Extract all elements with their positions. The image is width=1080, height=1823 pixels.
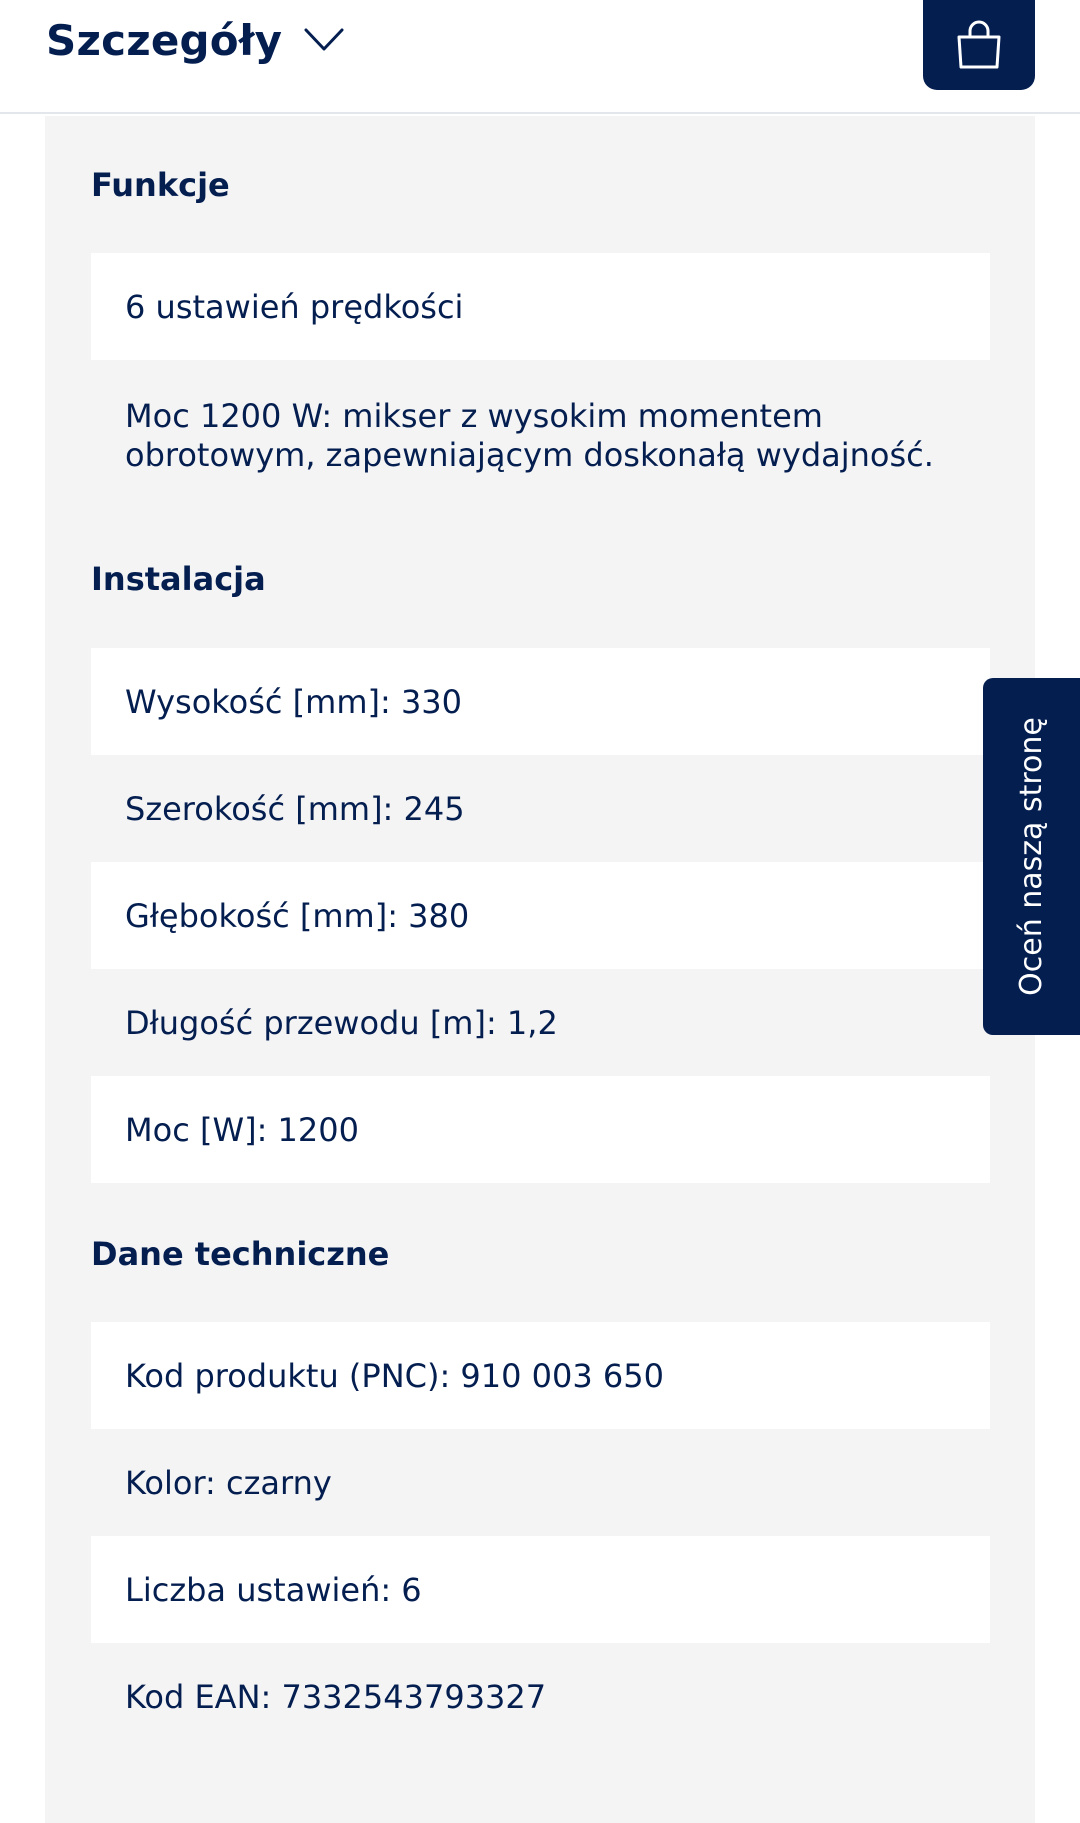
- spec-row: Długość przewodu [m]: 1,2: [125, 1003, 558, 1042]
- spec-row: Głębokość [mm]: 380: [91, 862, 990, 969]
- section-title-dane-techniczne: Dane techniczne: [91, 1235, 390, 1273]
- details-panel: [45, 116, 1035, 1823]
- feedback-tab[interactable]: [983, 678, 1080, 1035]
- spec-row: Liczba ustawień: 6: [91, 1536, 990, 1643]
- details-toggle[interactable]: [46, 10, 344, 70]
- cart-button[interactable]: [923, 0, 1035, 90]
- shopping-bag-icon: [955, 19, 1003, 71]
- feedback-label: Oceń naszą stronę: [1014, 717, 1050, 996]
- section-title-funkcje: Funkcje: [91, 166, 230, 204]
- feature-row: 6 ustawień prędkości: [91, 253, 990, 360]
- spec-row: Kod produktu (PNC): 910 003 650: [91, 1322, 990, 1429]
- spec-row: Wysokość [mm]: 330: [91, 648, 990, 755]
- spec-row: Moc [W]: 1200: [91, 1076, 990, 1183]
- section-title-instalacja: Instalacja: [91, 560, 266, 598]
- page-title: Szczegóły: [46, 15, 283, 65]
- chevron-down-icon: [304, 27, 344, 53]
- feature-row: Moc 1200 W: mikser z wysokim momentem obrotowym, zapewniającym doskonałą wydajność.: [125, 397, 934, 474]
- spec-row: Kod EAN: 7332543793327: [125, 1677, 547, 1716]
- details-header: [0, 0, 1080, 114]
- spec-row: Kolor: czarny: [125, 1463, 332, 1502]
- spec-row: Szerokość [mm]: 245: [125, 789, 465, 828]
